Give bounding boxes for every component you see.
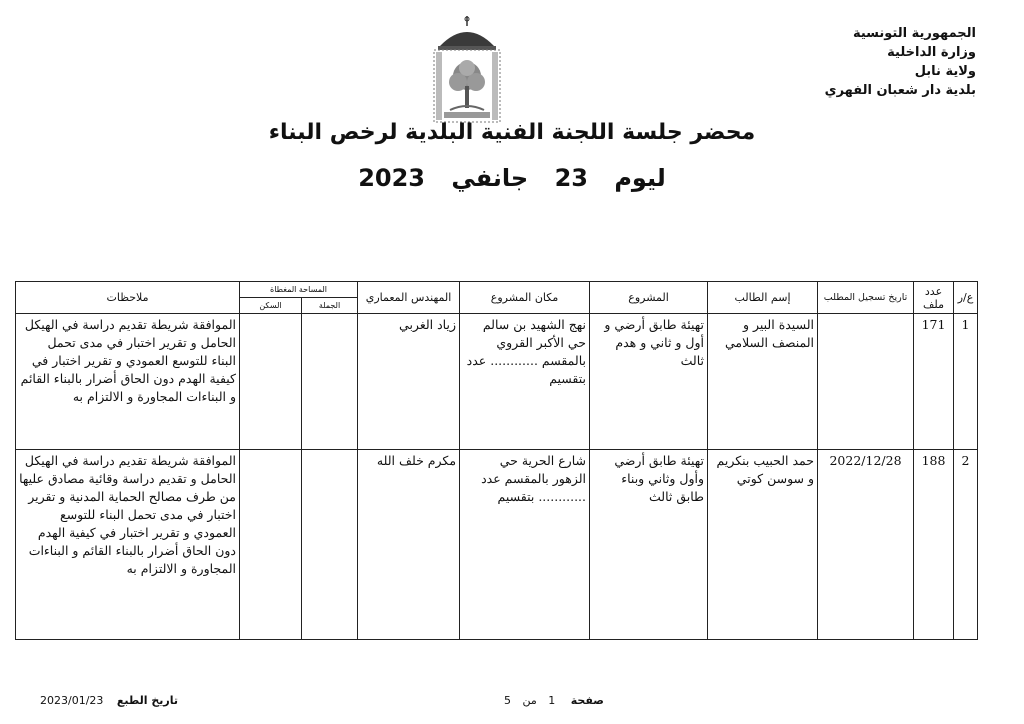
page-label: صفحة [570,694,604,707]
page-total: 5 [504,694,511,707]
col-header-area-housing: السكن [240,298,302,314]
cell-project: تهيئة طابق أرضي وأول وثاني وبناء طابق ثالث [590,450,708,640]
cell-applicant: حمد الحبيب بنكريم و سوسن كوتي [708,450,818,640]
cell-location: نهج الشهيد بن سالم حي الأكبر القروي بالمقسم ............ عدد بتقسيم [460,314,590,450]
col-header-file-no: عدد ملف [914,282,954,314]
table-row [16,314,978,450]
cell-area-housing [240,314,302,450]
cell-no: 1 [954,314,978,450]
print-date [40,694,178,707]
cell-area-total [302,314,358,450]
col-header-project: المشروع [590,282,708,314]
cell-applicant: السيدة البير و المنصف السلامي [708,314,818,450]
cell-area-total [302,450,358,640]
cell-file-no: 171 [914,314,954,450]
date-year: 2023 [358,164,425,192]
cell-file-no: 188 [914,450,954,640]
col-header-reg-date: تاريخ تسجيل المطلب [818,282,914,314]
col-header-no: ع/ر [954,282,978,314]
cell-notes: الموافقة شريطة تقديم دراسة في الهيكل الحامل و تقرير اختبار في مدى تحمل البناء للتوسع العمودي و تقرير اختبار في كيفية الهدم دون الحاق أضرار بالبناء القائم و البناءات المجاورة و الالتزام به [16,314,240,450]
col-header-area: المساحة المغطاة [240,282,358,298]
col-header-notes: ملاحظات [16,282,240,314]
col-header-area-total: الجملة [302,298,358,314]
cell-reg-date: 2022/12/28 [818,450,914,640]
cell-project: تهيئة طابق أرضي و أول و ثاني و هدم ثالث [590,314,708,450]
date-month: جانفي [451,164,529,192]
document-title: محضر جلسة اللجنة الفنية البلدية لرخص البناء [268,120,756,145]
cell-reg-date [818,314,914,450]
session-date [0,164,1024,192]
col-header-applicant: إسم الطالب [708,282,818,314]
page-current: 1 [548,694,556,707]
letterhead [825,24,976,100]
col-header-location: مكان المشروع [460,282,590,314]
date-day: 23 [554,164,588,192]
cell-no: 2 [954,450,978,640]
page-footer [0,694,1024,714]
letterhead-ministry: وزارة الداخلية [887,45,976,60]
cell-architect: زياد الغربي [358,314,460,450]
table-row [16,450,978,640]
municipal-emblem-icon [428,14,506,126]
cell-area-housing [240,450,302,640]
cell-notes: الموافقة شريطة تقديم دراسة في الهيكل الحامل و تقديم دراسة وقائية مصادق عليها من طرف مصالح الحماية المدنية و تقرير اختبار في مدى تحمل البناء للتوسع العمودي و تقرير اختبار في كيفية الهدم دون الحاق أضرار بالبناء القائم و البناءات المجاورة و الالتزام به [16,450,240,640]
cell-location: شارع الحرية حي الزهور بالمقسم عدد ............ بتقسيم [460,450,590,640]
print-date-label: تاريخ الطبع [116,694,179,707]
page-of: من [522,694,537,707]
page-number [500,694,604,707]
col-header-architect: المهندس المعماري [358,282,460,314]
letterhead-republic: الجمهورية التونسية [852,26,976,41]
letterhead-municipality: بلدية دار شعبان الفهري [824,83,976,98]
cell-architect: مكرم خلف الله [358,450,460,640]
print-date-value: 2023/01/23 [40,694,104,707]
date-prefix: ليوم [614,164,666,192]
letterhead-governorate: ولاية نابل [914,64,976,79]
permits-table [15,281,978,640]
